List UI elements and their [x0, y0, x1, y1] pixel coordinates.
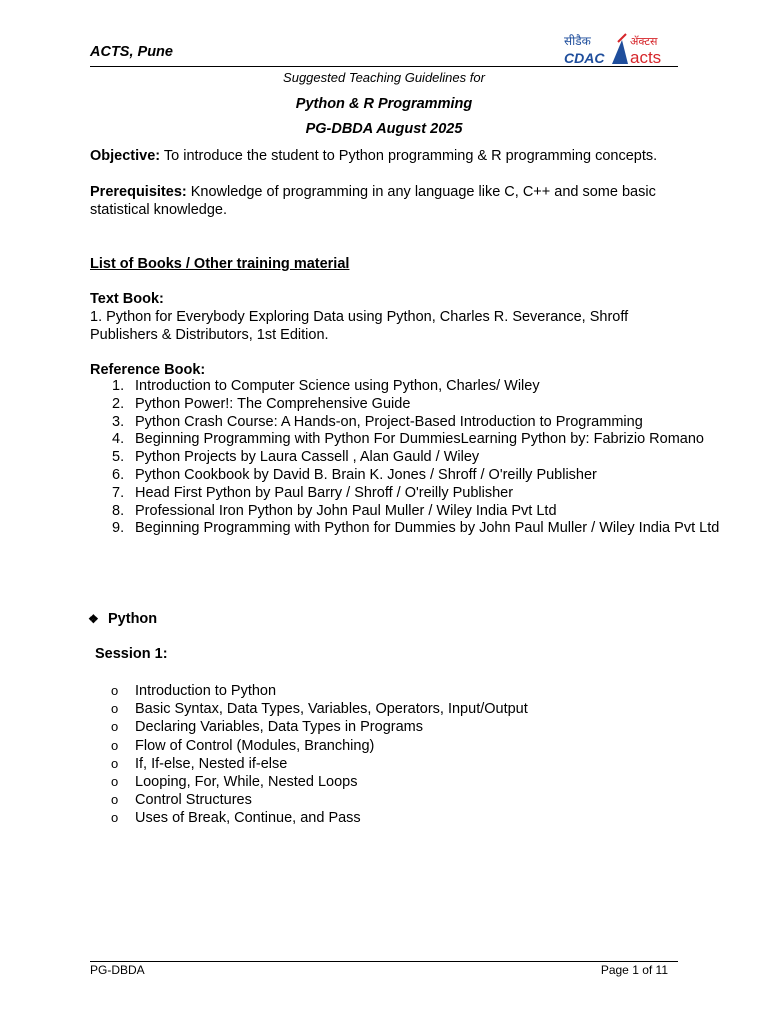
list-item	[112, 484, 735, 503]
diamond-bullet-icon: ❖	[88, 612, 99, 626]
objective-label: Objective:	[90, 148, 161, 164]
objective-paragraph	[90, 147, 682, 165]
prerequisites-paragraph	[90, 183, 682, 219]
header-divider	[90, 66, 678, 67]
reference-list	[90, 378, 735, 538]
list-item	[111, 755, 695, 773]
list-item	[111, 682, 695, 700]
circle-bullet-icon: o	[111, 701, 119, 717]
objective-text: To introduce the student to Python programming & R programming concepts.	[160, 148, 658, 164]
list-number: 2.	[112, 395, 125, 412]
list-item	[111, 791, 695, 809]
circle-bullet-icon: o	[111, 755, 119, 771]
list-text: Control Structures	[135, 792, 252, 809]
textbook-label: Text Book:	[90, 291, 164, 307]
list-text: Beginning Programming with Python for Dummies by John Paul Muller / Wiley India Pvt Ltd	[135, 520, 720, 537]
list-text: Professional Iron Python by John Paul Muller / Wiley India Pvt Ltd	[135, 502, 557, 519]
list-number: 1.	[112, 378, 125, 394]
section-heading-python	[88, 611, 157, 627]
doc-batch-title: PG-DBDA August 2025	[305, 121, 463, 137]
list-item	[112, 449, 735, 467]
list-number: 6.	[112, 466, 125, 483]
list-item	[111, 809, 695, 827]
logo-text-acts: acts	[630, 48, 662, 66]
list-text: Python Cookbook by David B. Brain K. Jones / Shroff / O'reilly Publisher	[135, 466, 597, 483]
circle-bullet-icon: o	[111, 683, 119, 698]
list-item	[112, 466, 735, 485]
list-number: 5.	[112, 449, 125, 466]
cdac-acts-logo	[562, 32, 680, 66]
doc-subtitle: Suggested Teaching Guidelines for	[283, 70, 485, 85]
list-item	[112, 502, 735, 521]
logo-text-acts-hindi: ॲक्टस	[630, 35, 658, 48]
list-text: Introduction to Python	[135, 683, 277, 699]
circle-bullet-icon: o	[111, 792, 119, 808]
header-org: ACTS, Pune	[90, 44, 173, 60]
list-item	[111, 773, 695, 791]
list-text: Python Crash Course: A Hands-on, Project-Based Introduction to Programming	[135, 413, 643, 430]
list-text: Flow of Control (Modules, Branching)	[135, 737, 375, 754]
footer-divider	[90, 961, 678, 962]
session-heading: Session 1:	[95, 646, 168, 662]
circle-bullet-icon: o	[111, 737, 119, 753]
list-text: Head First Python by Paul Barry / Shroff / O'reilly Publisher	[135, 484, 514, 501]
list-item	[112, 413, 735, 432]
list-text: Uses of Break, Continue, and Pass	[135, 810, 361, 827]
list-item	[112, 431, 735, 449]
footer-course: PG-DBDA	[90, 963, 145, 977]
session-topic-list	[90, 682, 695, 828]
logo-text-cdac-hindi: सीडैक	[564, 34, 591, 48]
list-text: Python Projects by Laura Cassell , Alan Gauld / Wiley	[135, 449, 480, 466]
list-item	[111, 737, 695, 755]
circle-bullet-icon: o	[111, 719, 119, 735]
list-number: 4.	[112, 431, 125, 448]
list-number: 9.	[112, 520, 125, 537]
list-number: 7.	[112, 484, 125, 501]
doc-title: Python & R Programming	[295, 96, 473, 112]
logo-text-cdac: CDAC	[564, 50, 605, 66]
list-text: Python Power!: The Comprehensive Guide	[135, 395, 411, 412]
footer-page-number: Page 1 of 11	[600, 963, 668, 977]
textbook-entry: 1. Python for Everybody Exploring Data using Python, Charles R. Severance, Shroff Publishers & Distributors, 1st Edition.	[90, 309, 629, 343]
logo-triangle-icon	[612, 40, 628, 64]
list-text: Declaring Variables, Data Types in Programs	[135, 719, 423, 736]
list-number: 3.	[112, 413, 125, 430]
list-text: If, If-else, Nested if-else	[135, 755, 288, 772]
prerequisites-text: Knowledge of programming in any language like C, C++ and some basic statistical knowledge.	[90, 184, 656, 218]
circle-bullet-icon: o	[111, 810, 119, 826]
list-text: Basic Syntax, Data Types, Variables, Operators, Input/Output	[135, 701, 528, 718]
list-text: Introduction to Computer Science using Python, Charles/ Wiley	[135, 378, 540, 394]
prerequisites-label: Prerequisites:	[90, 184, 187, 200]
list-item	[112, 395, 735, 414]
books-heading: List of Books / Other training material	[90, 256, 350, 272]
list-number: 8.	[112, 502, 125, 519]
list-item	[111, 700, 695, 718]
reference-label	[90, 361, 682, 379]
list-item	[111, 718, 695, 736]
section-title: Python	[108, 611, 158, 627]
textbook-section	[90, 290, 682, 344]
list-text: Looping, For, While, Nested Loops	[135, 774, 358, 791]
circle-bullet-icon: o	[111, 774, 119, 790]
list-item	[112, 378, 735, 396]
list-item	[112, 520, 735, 538]
list-text: Beginning Programming with Python For DummiesLearning Python by: Fabrizio Romano	[135, 431, 704, 448]
reference-label-text: Reference Book:	[90, 362, 206, 378]
